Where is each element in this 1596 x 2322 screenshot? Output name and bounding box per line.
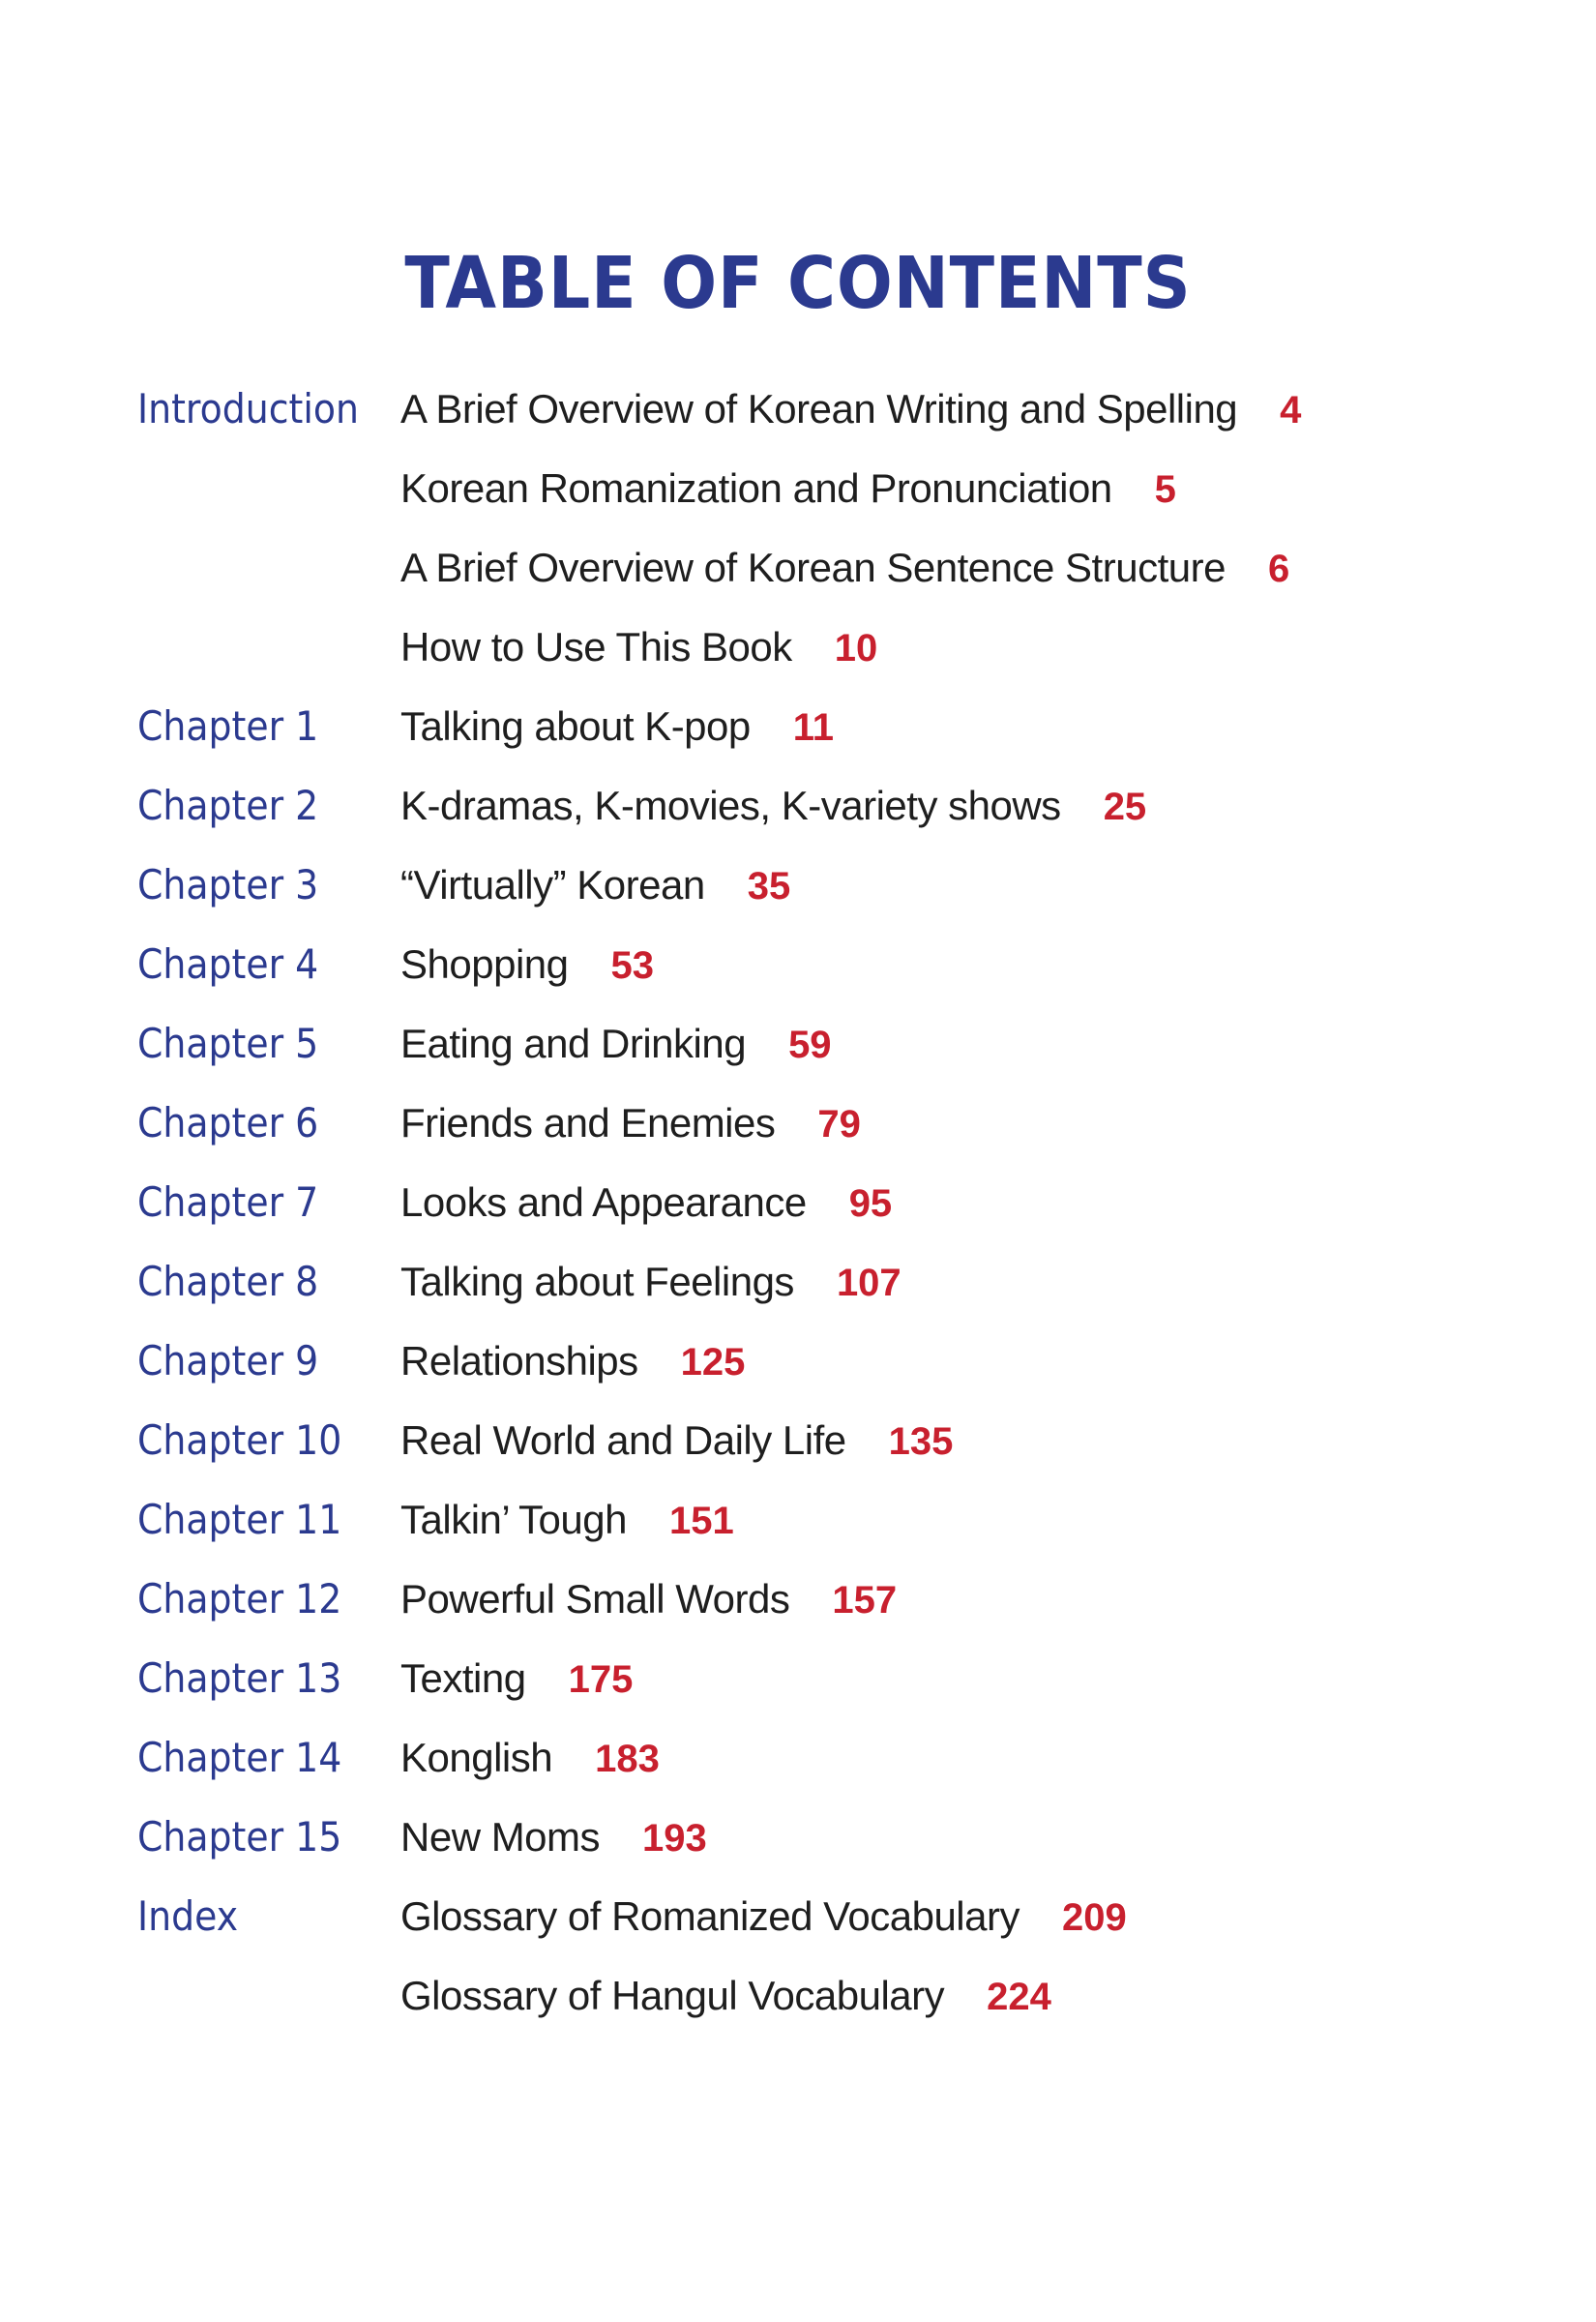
page-number: 135 — [888, 1420, 954, 1463]
page-number: 10 — [834, 627, 878, 670]
section-label: Chapter 7 — [137, 1178, 319, 1226]
section-label: Chapter 2 — [137, 782, 319, 829]
toc-entry[interactable] — [400, 1253, 901, 1321]
page-number: 11 — [792, 706, 835, 749]
toc-row — [0, 1332, 1596, 1412]
toc-row — [0, 1967, 1596, 2046]
page-number: 151 — [669, 1500, 734, 1542]
toc-row — [0, 1094, 1596, 1174]
toc-row — [0, 1491, 1596, 1570]
toc-row — [0, 1412, 1596, 1491]
section-label: Chapter 9 — [137, 1337, 319, 1384]
section-label: Chapter 14 — [137, 1734, 342, 1781]
section-label: Chapter 5 — [137, 1020, 319, 1067]
entry-title: A Brief Overview of Korean Writing and Spelling — [400, 386, 1238, 432]
entry-title: Friends and Enemies — [400, 1100, 776, 1146]
entry-title: New Moms — [400, 1814, 601, 1860]
section-label: Chapter 8 — [137, 1258, 319, 1305]
entry-title: Glossary of Romanized Vocabulary — [400, 1893, 1020, 1939]
toc-row — [0, 1253, 1596, 1332]
toc-entry[interactable] — [400, 856, 790, 924]
page-number: 157 — [832, 1579, 898, 1622]
toc-row — [0, 460, 1596, 539]
toc-entry[interactable] — [400, 936, 654, 1003]
page-number: 193 — [642, 1817, 707, 1860]
toc-entry[interactable] — [400, 1650, 633, 1717]
entry-title: Relationships — [400, 1338, 638, 1384]
section-label: Chapter 4 — [137, 940, 319, 988]
toc-row — [0, 1015, 1596, 1094]
toc-row — [0, 539, 1596, 618]
entry-title: Talkin’ Tough — [400, 1497, 627, 1542]
section-label: Chapter 3 — [137, 861, 319, 908]
toc-row — [0, 698, 1596, 777]
page-number: 125 — [680, 1341, 746, 1384]
page-number: 4 — [1280, 389, 1302, 432]
page-number: 224 — [987, 1976, 1051, 2018]
toc-row — [0, 777, 1596, 856]
section-label: Chapter 15 — [137, 1813, 342, 1861]
page-number: 6 — [1267, 548, 1290, 590]
toc-entry[interactable] — [400, 1332, 745, 1400]
page-number: 175 — [568, 1658, 634, 1701]
toc-entry[interactable] — [400, 539, 1289, 607]
section-label: Chapter 12 — [137, 1575, 342, 1622]
section-label: Chapter 13 — [137, 1654, 342, 1702]
toc-entry[interactable] — [400, 1729, 660, 1797]
toc-entry[interactable] — [400, 618, 877, 686]
toc-row — [0, 1650, 1596, 1729]
toc-entry[interactable] — [400, 1570, 897, 1638]
toc-entry[interactable] — [400, 1015, 832, 1083]
entry-title: Talking about Feelings — [400, 1259, 794, 1304]
section-label: Index — [137, 1892, 239, 1940]
page-number: 107 — [836, 1262, 901, 1304]
toc-entry[interactable] — [400, 777, 1146, 845]
page-number: 53 — [610, 944, 654, 987]
entry-title: Korean Romanization and Pronunciation — [400, 465, 1112, 511]
entry-title: Glossary of Hangul Vocabulary — [400, 1973, 945, 2018]
page-number: 25 — [1103, 786, 1147, 828]
entry-title: Real World and Daily Life — [400, 1417, 846, 1463]
toc-entry[interactable] — [400, 1888, 1127, 1955]
toc-row — [0, 618, 1596, 698]
entry-title: A Brief Overview of Korean Sentence Structure — [400, 545, 1226, 590]
section-label: Introduction — [137, 385, 359, 432]
page-title: TABLE OF CONTENTS — [404, 242, 1192, 325]
entry-title: How to Use This Book — [400, 624, 792, 670]
page-number: 183 — [595, 1738, 660, 1780]
page-number: 79 — [817, 1103, 861, 1146]
entry-title: “Virtually” Korean — [400, 862, 705, 908]
entry-title: K-dramas, K-movies, K-variety shows — [400, 783, 1061, 828]
toc-row — [0, 1570, 1596, 1650]
page-number: 95 — [848, 1182, 893, 1225]
section-label: Chapter 11 — [137, 1496, 342, 1543]
entry-title: Eating and Drinking — [400, 1021, 747, 1066]
entry-title: Looks and Appearance — [400, 1179, 807, 1225]
entry-title: Konglish — [400, 1735, 553, 1780]
toc-entry[interactable] — [400, 380, 1301, 448]
toc-entry[interactable] — [400, 1491, 734, 1559]
toc-entry[interactable] — [400, 1808, 707, 1876]
toc-entry[interactable] — [400, 698, 834, 765]
section-label: Chapter 1 — [137, 702, 319, 750]
toc-entry[interactable] — [400, 1174, 892, 1241]
entry-title: Talking about K-pop — [400, 703, 751, 749]
page-number: 35 — [747, 865, 791, 908]
toc-entry[interactable] — [400, 1412, 953, 1479]
page-number: 209 — [1061, 1896, 1127, 1939]
toc-row — [0, 936, 1596, 1015]
toc-entry[interactable] — [400, 1094, 861, 1162]
toc-row — [0, 1729, 1596, 1808]
toc-row — [0, 1888, 1596, 1967]
section-label: Chapter 6 — [137, 1099, 319, 1146]
page-number: 5 — [1154, 468, 1176, 511]
toc-row — [0, 1808, 1596, 1888]
toc-row — [0, 856, 1596, 936]
toc-row — [0, 1174, 1596, 1253]
entry-title: Texting — [400, 1655, 526, 1701]
entry-title: Shopping — [400, 941, 569, 987]
page-number: 59 — [788, 1024, 832, 1066]
section-label: Chapter 10 — [137, 1416, 342, 1464]
toc-row — [0, 380, 1596, 460]
toc-entry[interactable] — [400, 1967, 1051, 2035]
entry-title: Powerful Small Words — [400, 1576, 790, 1622]
toc-entry[interactable] — [400, 460, 1176, 527]
